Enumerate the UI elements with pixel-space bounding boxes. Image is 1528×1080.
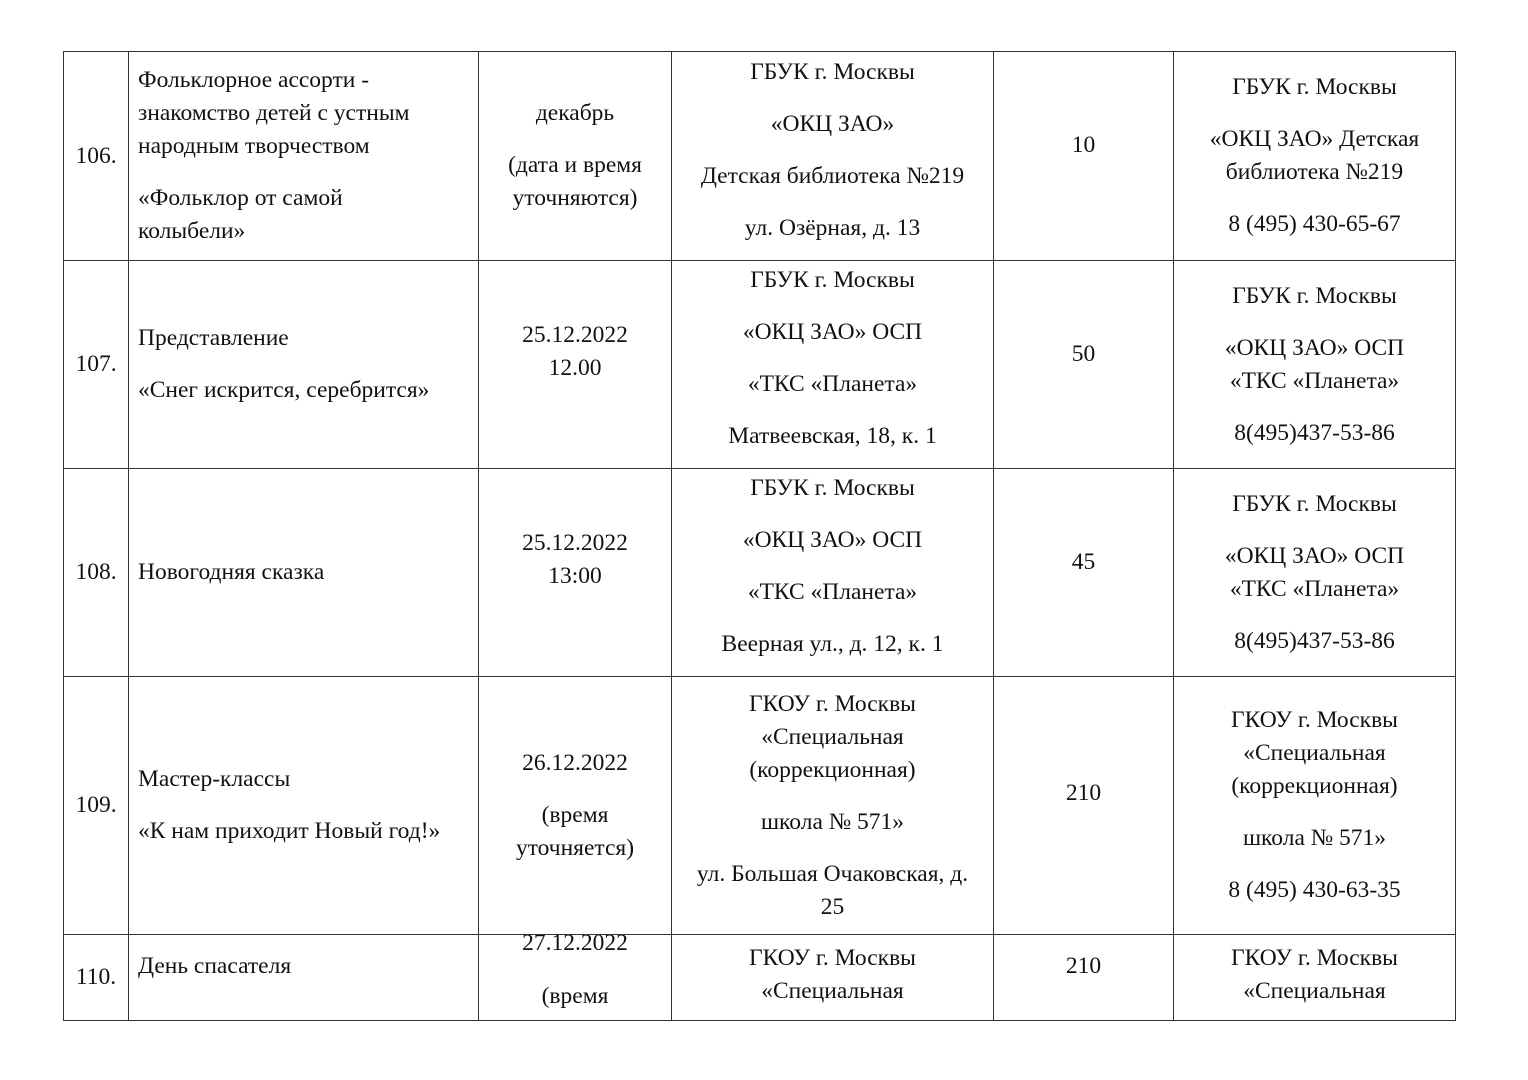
participants-count: 210 — [994, 677, 1174, 935]
contact-line: «ОКЦ ЗАО» Детская библиотека №219 — [1209, 126, 1420, 185]
event-place-line: ГКОУ г. Москвы «Специальная — [749, 945, 916, 1004]
event-place-line: Матвеевская, 18, к. 1 — [728, 423, 937, 449]
event-title-line: Мастер-классы — [138, 766, 291, 792]
event-date-line: (время — [541, 983, 609, 1009]
event-title-line: Представление — [138, 325, 289, 351]
event-title-cell — [129, 677, 479, 935]
contact-line: «ОКЦ ЗАО» ОСП «ТКС «Планета» — [1224, 334, 1405, 394]
event-place-cell — [672, 935, 994, 1021]
event-date-line: 26.12.2022 — [522, 749, 628, 776]
contact-line: ГБУК г. Москвы — [1232, 74, 1397, 100]
event-title-line: «К нам приходит Новый год!» — [138, 818, 441, 844]
event-date-line: 27.12.2022 — [522, 935, 628, 956]
row-number: 106. — [64, 52, 129, 261]
event-date-line: 25.12.2022 12.00 — [522, 322, 628, 381]
row-number: 107. — [64, 261, 129, 469]
event-date-line: (дата и время уточняются) — [508, 152, 642, 211]
participants-count: 10 — [994, 52, 1174, 261]
event-place-cell — [672, 469, 994, 677]
contact-line: ГКОУ г. Москвы «Специальная (коррекционная) — [1231, 707, 1398, 799]
event-title-line: День спасателя — [138, 953, 292, 979]
contact-cell — [1174, 469, 1456, 677]
event-date-cell — [479, 935, 672, 1021]
event-date-cell — [479, 261, 672, 469]
table-row — [64, 469, 1456, 677]
event-place-line: Веерная ул., д. 12, к. 1 — [721, 631, 944, 657]
events-table — [63, 51, 1456, 1021]
event-date-cell — [479, 677, 672, 935]
event-place-cell — [672, 261, 994, 469]
event-title-line: Фольклорное ассорти - знакомство детей с устным народным творчеством — [138, 67, 410, 159]
event-title-line: «Снег искрится, серебрится» — [138, 377, 430, 403]
table-row — [64, 935, 1456, 1021]
participants-count: 210 — [994, 935, 1174, 1021]
contact-line: 8(495)437-53-86 — [1234, 627, 1395, 654]
event-place-line: ул. Озёрная, д. 13 — [744, 214, 921, 241]
event-title-line: «Фольклор от самой колыбели» — [138, 185, 343, 244]
event-date-cell — [479, 469, 672, 677]
event-place-line: ул. Большая Очаковская, д. 25 — [696, 860, 969, 920]
contact-cell — [1174, 261, 1456, 469]
contact-line: ГБУК г. Москвы — [1232, 490, 1397, 517]
event-title-cell — [129, 52, 479, 261]
row-number: 108. — [64, 469, 129, 677]
contact-cell — [1174, 935, 1456, 1021]
event-place-cell — [672, 52, 994, 261]
event-place-cell — [672, 677, 994, 935]
event-date-line: 25.12.2022 13:00 — [522, 530, 628, 589]
event-title-cell — [129, 935, 479, 1021]
event-title-cell — [129, 469, 479, 677]
event-title-line: Новогодняя сказка — [138, 559, 325, 585]
event-place-line: ГБУК г. Москвы — [750, 58, 915, 85]
event-place-line: «ОКЦ ЗАО» ОСП — [742, 527, 923, 553]
event-date-line: (время уточняется) — [515, 801, 635, 861]
participants-count: 45 — [994, 469, 1174, 677]
event-place-line: «ТКС «Планета» — [747, 579, 918, 605]
contact-line: ГКОУ г. Москвы «Специальная — [1231, 945, 1398, 1004]
row-number: 110. — [64, 935, 129, 1021]
event-date-cell — [479, 52, 672, 261]
contact-line: 8(495)437-53-86 — [1234, 419, 1395, 446]
contact-line: школа № 571» — [1242, 825, 1387, 851]
contact-cell — [1174, 677, 1456, 935]
table-row — [64, 52, 1456, 261]
event-place-line: школа № 571» — [760, 808, 905, 835]
event-place-line: «ОКЦ ЗАО» ОСП — [742, 319, 923, 345]
contact-line: 8 (495) 430-63-35 — [1228, 877, 1401, 903]
contact-cell — [1174, 52, 1456, 261]
event-place-line: ГКОУ г. Москвы «Специальная (коррекционная) — [749, 690, 916, 783]
event-place-line: ГБУК г. Москвы — [750, 475, 915, 501]
contact-line: «ОКЦ ЗАО» ОСП «ТКС «Планета» — [1224, 542, 1405, 602]
table-row — [64, 677, 1456, 935]
contact-line: 8 (495) 430-65-67 — [1228, 211, 1401, 237]
event-place-line: ГБУК г. Москвы — [750, 267, 915, 293]
event-place-line: «ОКЦ ЗАО» — [770, 110, 895, 137]
event-title-cell — [129, 261, 479, 469]
row-number: 109. — [64, 677, 129, 935]
table-row — [64, 261, 1456, 469]
event-date-line: декабрь — [535, 100, 615, 126]
event-place-line: Детская библиотека №219 — [700, 162, 965, 189]
event-place-line: «ТКС «Планета» — [747, 371, 918, 397]
participants-count: 50 — [994, 261, 1174, 469]
contact-line: ГБУК г. Москвы — [1232, 282, 1397, 309]
